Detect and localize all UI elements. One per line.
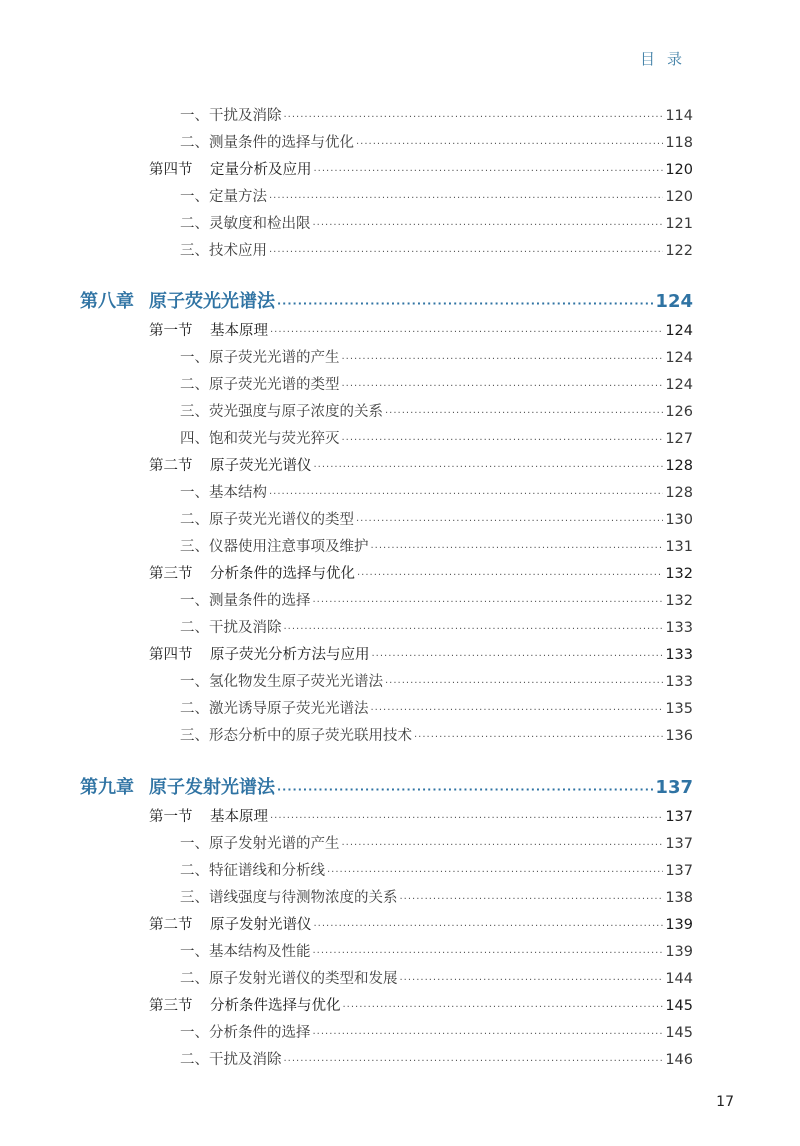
toc-entry-page: 128 bbox=[665, 458, 693, 474]
toc-entry-page: 137 bbox=[665, 836, 693, 852]
toc-entry-page: 124 bbox=[665, 377, 693, 393]
toc-entry-title bbox=[180, 589, 311, 610]
toc-dot-leader bbox=[356, 139, 663, 150]
toc-dot-leader bbox=[269, 489, 663, 500]
toc-subsection-entry bbox=[180, 670, 693, 691]
toc-subsection-entry bbox=[180, 481, 693, 502]
toc-entry-page: 137 bbox=[665, 863, 693, 879]
toc-entry-title bbox=[149, 454, 312, 475]
toc-dot-leader bbox=[372, 651, 664, 662]
toc-entry-title bbox=[149, 643, 370, 664]
toc-entry-label: 三、形态分析中的原子荧光联用技术 bbox=[180, 728, 412, 744]
toc-subsection-entry bbox=[180, 427, 693, 448]
toc-entry-title bbox=[180, 427, 340, 448]
toc-entry-title bbox=[180, 1021, 311, 1042]
toc-section-entry bbox=[149, 913, 693, 934]
toc-subsection-entry bbox=[180, 239, 693, 260]
toc-dot-leader bbox=[357, 570, 663, 581]
toc-entry-title bbox=[180, 967, 398, 988]
toc-entry-label: 三、谱线强度与待测物浓度的关系 bbox=[180, 890, 398, 906]
toc-subsection-entry bbox=[180, 508, 693, 529]
page-number: 17 bbox=[716, 1094, 734, 1110]
toc-entry-label: 一、干扰及消除 bbox=[180, 108, 282, 124]
toc-dot-leader bbox=[342, 354, 664, 365]
toc-subsection-entry bbox=[180, 131, 693, 152]
toc-entry-label: 一、基本结构及性能 bbox=[180, 944, 311, 960]
toc-subsection-entry bbox=[180, 1048, 693, 1069]
toc-subsection-entry bbox=[180, 589, 693, 610]
toc-entry-title bbox=[180, 535, 369, 556]
toc-entry-page: 139 bbox=[665, 944, 693, 960]
toc-dot-leader bbox=[314, 462, 664, 473]
toc-entry-page: 136 bbox=[665, 728, 693, 744]
toc-entry-label: 二、干扰及消除 bbox=[180, 1052, 282, 1068]
toc-subsection-entry bbox=[180, 832, 693, 853]
toc-chapter-entry bbox=[80, 773, 693, 799]
toc-entry-page: 128 bbox=[665, 485, 693, 501]
toc-dot-leader bbox=[269, 193, 663, 204]
toc-entry-label: 二、干扰及消除 bbox=[180, 620, 282, 636]
toc-dot-leader bbox=[400, 975, 664, 986]
toc-entry-number: 第一节 bbox=[149, 809, 193, 825]
toc-dot-leader bbox=[371, 543, 664, 554]
toc-dot-leader bbox=[270, 327, 663, 338]
toc-entry-label: 二、原子发射光谱仪的类型和发展 bbox=[180, 971, 398, 987]
toc-entry-title bbox=[180, 832, 340, 853]
toc-entry-label: 二、测量条件的选择与优化 bbox=[180, 135, 354, 151]
toc-subsection-entry bbox=[180, 886, 693, 907]
toc-subsection-entry bbox=[180, 400, 693, 421]
toc-entry-title bbox=[180, 670, 383, 691]
toc-entry-title bbox=[180, 724, 412, 745]
toc-subsection-entry bbox=[180, 346, 693, 367]
toc-subsection-entry bbox=[180, 104, 693, 125]
toc-dot-leader bbox=[313, 220, 664, 231]
toc-entry-label: 四、饱和荧光与荧光猝灭 bbox=[180, 431, 340, 447]
toc-entry-page: 127 bbox=[665, 431, 693, 447]
toc-subsection-entry bbox=[180, 940, 693, 961]
toc-entry-label: 三、技术应用 bbox=[180, 243, 267, 259]
toc-dot-leader bbox=[327, 867, 663, 878]
toc-entry-label: 二、特征谱线和分析线 bbox=[180, 863, 325, 879]
running-header: 目录 bbox=[639, 50, 694, 68]
toc-entry-title bbox=[180, 400, 383, 421]
toc-section-entry bbox=[149, 319, 693, 340]
toc-dot-leader bbox=[342, 840, 664, 851]
toc-entry-page: 137 bbox=[665, 809, 693, 825]
toc-entry-page: 121 bbox=[665, 216, 693, 232]
toc-entry-label: 基本原理 bbox=[210, 323, 268, 339]
toc-entry-page: 145 bbox=[665, 998, 693, 1014]
toc-entry-label: 原子发射光谱仪 bbox=[210, 917, 312, 933]
toc-dot-leader bbox=[342, 435, 664, 446]
toc-subsection-entry bbox=[180, 697, 693, 718]
toc-section-entry bbox=[149, 643, 693, 664]
toc-entry-title bbox=[149, 805, 268, 826]
toc-entry-label: 原子荧光分析方法与应用 bbox=[210, 647, 370, 663]
toc-entry-title bbox=[180, 212, 311, 233]
toc-dot-leader bbox=[385, 408, 663, 419]
toc-entry-number: 第四节 bbox=[149, 162, 193, 178]
toc-entry-page: 133 bbox=[665, 620, 693, 636]
toc-entry-title bbox=[180, 104, 282, 125]
toc-dot-leader bbox=[313, 1029, 664, 1040]
toc-dot-leader bbox=[313, 948, 664, 959]
toc-entry-title bbox=[80, 287, 275, 313]
toc-section-entry bbox=[149, 158, 693, 179]
toc-entry-title bbox=[180, 1048, 282, 1069]
toc-entry-page: 120 bbox=[665, 189, 693, 205]
toc-entry-label: 二、原子荧光光谱的类型 bbox=[180, 377, 340, 393]
toc-entry-page: 139 bbox=[665, 917, 693, 933]
toc-entry-title bbox=[180, 185, 267, 206]
toc-entry-label: 二、原子荧光光谱仪的类型 bbox=[180, 512, 354, 528]
toc-dot-leader bbox=[314, 921, 664, 932]
toc-dot-leader bbox=[414, 732, 663, 743]
toc-entry-page: 126 bbox=[665, 404, 693, 420]
toc-entry-label: 原子荧光光谱法 bbox=[149, 291, 275, 312]
toc-entry-page: 131 bbox=[665, 539, 693, 555]
toc-entry-page: 132 bbox=[665, 593, 693, 609]
toc-subsection-entry bbox=[180, 616, 693, 637]
toc-entry-label: 分析条件的选择与优化 bbox=[210, 566, 355, 582]
toc-dot-leader bbox=[314, 166, 664, 177]
toc-entry-title bbox=[180, 508, 354, 529]
toc-entry-label: 三、荧光强度与原子浓度的关系 bbox=[180, 404, 383, 420]
toc-dot-leader bbox=[400, 894, 664, 905]
toc-entry-title bbox=[180, 697, 369, 718]
toc-dot-leader bbox=[284, 1056, 664, 1067]
toc-entry-number: 第一节 bbox=[149, 323, 193, 339]
toc-entry-label: 一、原子荧光光谱的产生 bbox=[180, 350, 340, 366]
toc-entry-title bbox=[80, 773, 275, 799]
toc-entry-label: 二、灵敏度和检出限 bbox=[180, 216, 311, 232]
toc-section-entry bbox=[149, 805, 693, 826]
toc-dot-leader bbox=[343, 1002, 664, 1013]
toc-entry-title bbox=[149, 913, 312, 934]
toc-entry-title bbox=[180, 886, 398, 907]
toc-entry-page: 145 bbox=[665, 1025, 693, 1041]
toc-entry-page: 124 bbox=[665, 350, 693, 366]
toc-dot-leader bbox=[385, 678, 663, 689]
toc-entry-page: 133 bbox=[665, 674, 693, 690]
toc-dot-leader bbox=[284, 624, 664, 635]
toc-entry-title bbox=[149, 562, 355, 583]
toc-entry-title bbox=[149, 158, 312, 179]
toc-entry-page: 122 bbox=[665, 243, 693, 259]
toc-dot-leader bbox=[371, 705, 664, 716]
toc-entry-label: 一、原子发射光谱的产生 bbox=[180, 836, 340, 852]
toc-section-entry bbox=[149, 994, 693, 1015]
toc-entry-page: 124 bbox=[665, 323, 693, 339]
toc-entry-label: 一、分析条件的选择 bbox=[180, 1025, 311, 1041]
toc-entry-page: 146 bbox=[665, 1052, 693, 1068]
toc-entry-title bbox=[180, 940, 311, 961]
toc-entry-page: 124 bbox=[655, 291, 693, 312]
toc-entry-page: 144 bbox=[665, 971, 693, 987]
toc-entry-page: 137 bbox=[655, 777, 693, 798]
toc-entry-page: 120 bbox=[665, 162, 693, 178]
toc-section-entry bbox=[149, 562, 693, 583]
toc-entry-page: 114 bbox=[665, 108, 693, 124]
toc-entry-page: 130 bbox=[665, 512, 693, 528]
toc-entry-label: 定量分析及应用 bbox=[210, 162, 312, 178]
toc-section-entry bbox=[149, 454, 693, 475]
toc-entry-page: 135 bbox=[665, 701, 693, 717]
toc-entry-number: 第三节 bbox=[149, 998, 193, 1014]
toc-subsection-entry bbox=[180, 724, 693, 745]
toc-entry-title bbox=[180, 373, 340, 394]
toc-entry-label: 一、定量方法 bbox=[180, 189, 267, 205]
toc-subsection-entry bbox=[180, 535, 693, 556]
toc-entry-label: 一、测量条件的选择 bbox=[180, 593, 311, 609]
toc-entry-page: 133 bbox=[665, 647, 693, 663]
toc-entry-title bbox=[180, 859, 325, 880]
toc-subsection-entry bbox=[180, 212, 693, 233]
toc-entry-number: 第九章 bbox=[80, 777, 134, 798]
toc-dot-leader bbox=[284, 112, 664, 123]
toc-entry-number: 第二节 bbox=[149, 917, 193, 933]
toc-entry-label: 二、激光诱导原子荧光光谱法 bbox=[180, 701, 369, 717]
toc-entry-number: 第二节 bbox=[149, 458, 193, 474]
toc-entry-number: 第四节 bbox=[149, 647, 193, 663]
toc-dot-leader bbox=[313, 597, 664, 608]
toc-entry-label: 一、氢化物发生原子荧光光谱法 bbox=[180, 674, 383, 690]
toc-subsection-entry bbox=[180, 1021, 693, 1042]
toc-entry-label: 原子发射光谱法 bbox=[149, 777, 275, 798]
toc-entry-label: 三、仪器使用注意事项及维护 bbox=[180, 539, 369, 555]
toc-dot-leader bbox=[356, 516, 663, 527]
toc-subsection-entry bbox=[180, 185, 693, 206]
toc-entry-title bbox=[180, 239, 267, 260]
toc-entry-label: 一、基本结构 bbox=[180, 485, 267, 501]
toc-dot-leader bbox=[342, 381, 664, 392]
toc-subsection-entry bbox=[180, 967, 693, 988]
toc-entry-title bbox=[180, 481, 267, 502]
toc-entry-title bbox=[149, 994, 341, 1015]
toc-entry-title bbox=[180, 616, 282, 637]
toc-entry-number: 第三节 bbox=[149, 566, 193, 582]
toc-entry-page: 138 bbox=[665, 890, 693, 906]
toc-entry-title bbox=[180, 131, 354, 152]
toc-chapter-entry bbox=[80, 287, 693, 313]
toc-entry-page: 132 bbox=[665, 566, 693, 582]
toc-entry-page: 118 bbox=[665, 135, 693, 151]
toc-entry-number: 第八章 bbox=[80, 291, 134, 312]
toc-dot-leader bbox=[277, 783, 653, 796]
toc-subsection-entry bbox=[180, 859, 693, 880]
toc-dot-leader bbox=[269, 247, 663, 258]
toc-entry-title bbox=[149, 319, 268, 340]
toc-entry-label: 分析条件选择与优化 bbox=[210, 998, 341, 1014]
toc-entry-label: 原子荧光光谱仪 bbox=[210, 458, 312, 474]
toc-entry-label: 基本原理 bbox=[210, 809, 268, 825]
toc-dot-leader bbox=[277, 297, 653, 310]
toc-subsection-entry bbox=[180, 373, 693, 394]
toc-entry-title bbox=[180, 346, 340, 367]
toc-dot-leader bbox=[270, 813, 663, 824]
